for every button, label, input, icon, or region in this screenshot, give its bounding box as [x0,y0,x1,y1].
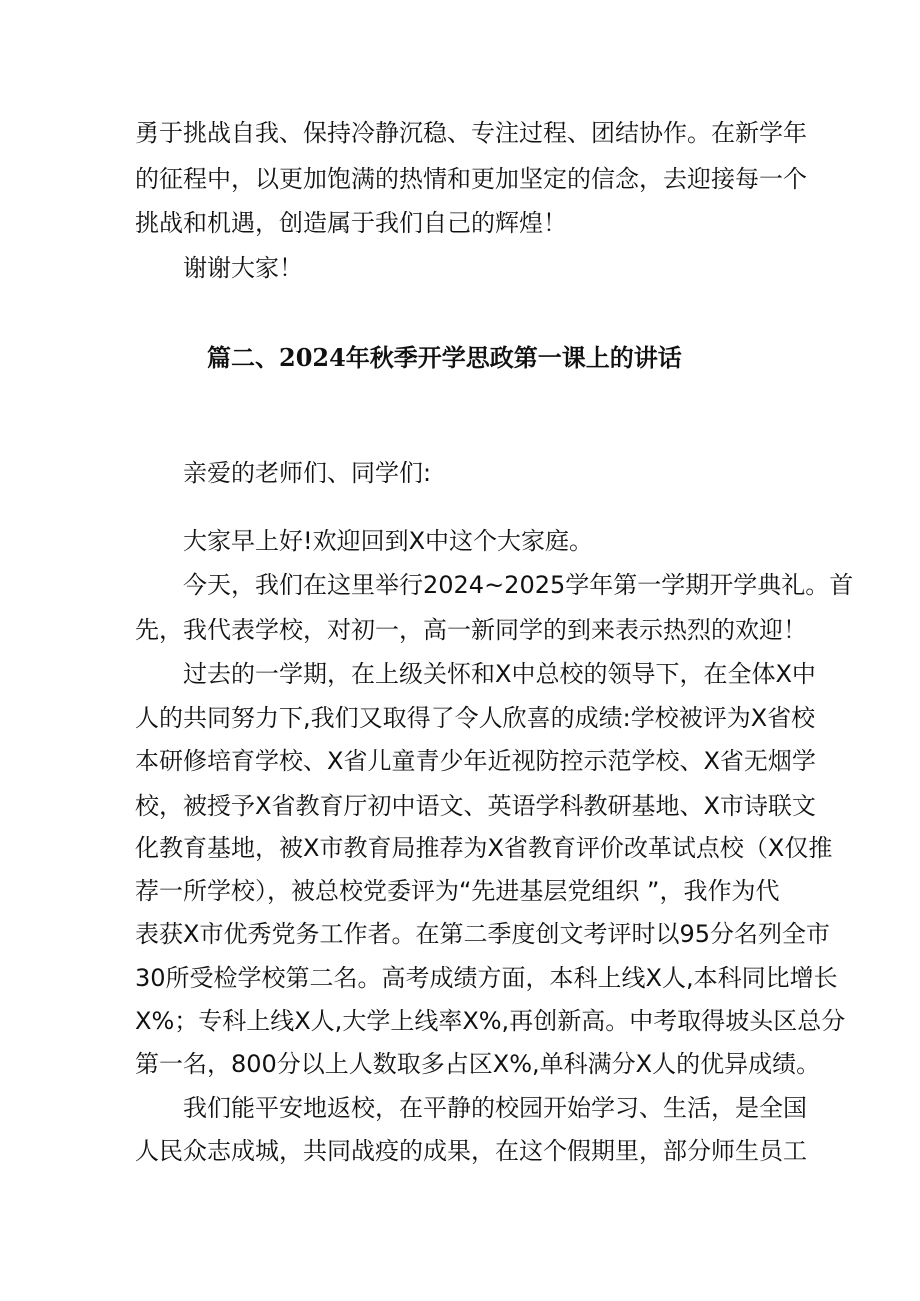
paragraph-1-line-1: 今天，我们在这里举行2024~2025学年第一学期开学典礼。首 [183,571,854,599]
paragraph-3-line-2: 人民众志成城，共同战疫的成果，在这个假期里，部分师生员工 [135,1137,807,1165]
paragraph-3-line-1: 我们能平安地返校，在平静的校园开始学习、生活，是全国 [183,1094,807,1122]
paragraph-2-line-3: 本研修培育学校、X省儿童青少年近视防控示范学校、X省无烟学 [135,747,816,775]
paragraph-2-line-1: 过去的一学期，在上级关怀和X中总校的领导下，在全体X中 [183,660,816,688]
paragraph-2-line-10: 第一名，800分以上人数取多占区X%,单科满分X人的优异成绩。 [135,1050,821,1078]
thanks-line: 谢谢大家！ [183,254,303,282]
paragraph-2-line-6: 荐一所学校），被总校党委评为“先进基层党组织 ”，我作为代 [135,877,780,905]
intro-line-1: 勇于挑战自我、保持冷静沉稳、专注过程、团结协作。在新学年 [135,119,807,147]
paragraph-2-line-8: 30所受检学校第二名。高考成绩方面，本科上线X人,本科同比增长 [135,964,838,992]
intro-line-2: 的征程中，以更加饱满的热情和更加坚定的信念，去迎接每一个 [135,165,807,193]
paragraph-2-line-4: 校，被授予X省教育厅初中语文、英语学科教研基地、X市诗联文 [135,792,816,820]
paragraph-2-line-9: X%；专科上线X人,大学上线率X%,再创新高。中考取得坡头区总分 [135,1007,846,1035]
paragraph-2-line-2: 人的共同努力下,我们又取得了令人欣喜的成绩:学校被评为X省校 [135,704,816,732]
greeting: 亲爱的老师们、同学们: [183,459,432,487]
intro-line-3: 挑战和机遇，创造属于我们自己的辉煌！ [135,209,567,237]
section-title: 篇二、2024年秋季开学思政第一课上的讲话 [207,343,682,372]
paragraph-2-line-7: 表获X市优秀党务工作者。在第二季度创文考评时以95分名列全市 [135,920,830,948]
paragraph-2-line-5: 化教育基地，被X市教育局推荐为X省教育评价改革试点校（X仅推 [135,834,833,862]
paragraph-1-line-2: 先，我代表学校，对初一，高一新同学的到来表示热烈的欢迎！ [135,616,807,644]
welcome-line: 大家早上好!欢迎回到X中这个大家庭。 [183,527,594,555]
